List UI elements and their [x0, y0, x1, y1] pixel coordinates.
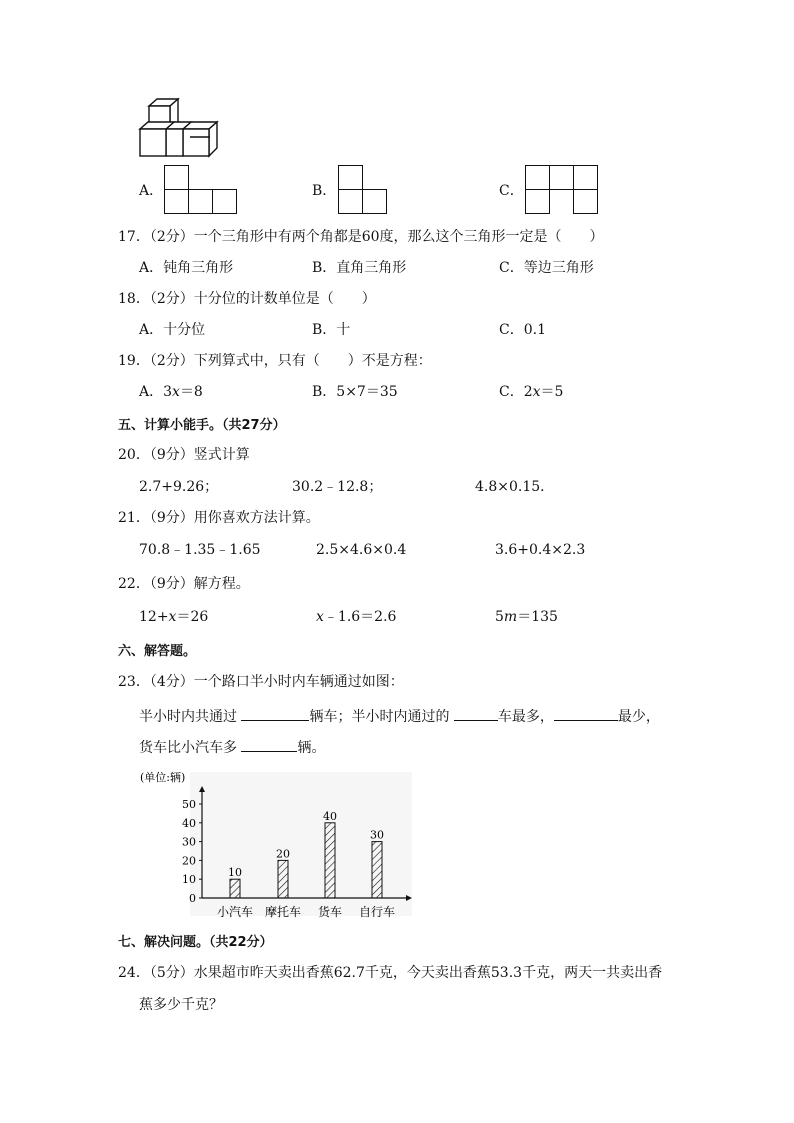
y-tick-label: 30 [182, 835, 196, 849]
q23-fill-line-2: 货车比小汽车多 辆。 [139, 735, 325, 758]
category-label: 货车 [317, 905, 343, 919]
category-label: 摩托车 [264, 905, 302, 919]
q17-option-b[interactable]: B．直角三角形 [312, 260, 407, 276]
section-5-title: 五、计算小能手。（共27分） [118, 418, 286, 433]
q16-option-c-label[interactable]: C． [499, 183, 524, 199]
answer-blank-difference[interactable] [241, 735, 297, 752]
q19-option-a[interactable]: A．3x＝8 [139, 384, 203, 400]
category-label: 小汽车 [216, 905, 254, 919]
y-tick-label: 10 [182, 873, 196, 887]
q22-equation-1: 12+x＝26 [139, 609, 209, 625]
chart-unit-label: (单位:辆) [140, 771, 186, 784]
q16-option-c-grid [525, 165, 599, 215]
q22-equation-2: x﹣1.6＝2.6 [316, 609, 397, 625]
q19-stem: 19．（2分）下列算式中，只有（ ）不是方程： [118, 353, 432, 369]
q20-expression-1: 2.7+9.26； [139, 479, 219, 495]
cube-stack-figure [135, 96, 225, 160]
category-label: 自行车 [358, 905, 396, 919]
q19-option-c[interactable]: C．2x＝5 [499, 384, 564, 400]
q17-option-c[interactable]: C．等边三角形 [499, 260, 594, 276]
q17-stem: 17．（2分）一个三角形中有两个角都是60度，那么这个三角形一定是（ ） [118, 229, 604, 245]
q18-option-a[interactable]: A．十分位 [139, 322, 206, 338]
q18-option-c[interactable]: C．0.1 [499, 322, 546, 338]
bar-value-label: 20 [276, 847, 290, 861]
q18-option-b[interactable]: B．十 [312, 322, 351, 338]
section-6-title: 六、解答题。 [118, 644, 197, 659]
q21-expression-2: 2.5×4.6×0.4 [316, 542, 407, 558]
q16-option-a-grid [164, 165, 236, 215]
section-7-title: 七、解决问题。（共22分） [118, 935, 273, 950]
q20-expression-2: 30.2﹣12.8； [292, 479, 383, 495]
bar-value-label: 40 [323, 809, 337, 823]
q22-equation-3: 5m＝135 [495, 609, 558, 625]
y-tick-label: 20 [182, 854, 196, 868]
q24-line-1: 24．（5分）水果超市昨天卖出香蕉62.7千克，今天卖出香蕉53.3千克，两天一共卖出香 [118, 965, 663, 981]
answer-blank-most[interactable] [454, 704, 498, 721]
bar [230, 879, 240, 898]
q18-stem: 18．（2分）十分位的计数单位是（ ） [118, 291, 376, 307]
answer-blank-least[interactable] [554, 704, 618, 721]
q22-stem: 22．（9分）解方程。 [118, 576, 250, 592]
bar [372, 842, 382, 898]
q24-line-2: 蕉多少千克？ [139, 997, 223, 1013]
y-tick-label: 50 [182, 798, 196, 811]
bar-value-label: 30 [370, 828, 384, 842]
answer-blank-total[interactable] [241, 704, 309, 721]
y-tick-label: 0 [189, 892, 196, 905]
bar [278, 860, 288, 898]
bar-value-label: 10 [228, 866, 242, 880]
q16-option-b-label[interactable]: B． [312, 183, 337, 199]
q21-stem: 21．（9分）用你喜欢方法计算。 [118, 510, 320, 526]
q17-option-a[interactable]: A．钝角三角形 [139, 260, 234, 276]
q21-expression-3: 3.6+0.4×2.3 [495, 542, 586, 558]
q19-option-b[interactable]: B．5×7＝35 [312, 384, 398, 400]
y-tick-label: 40 [182, 816, 196, 830]
q20-stem: 20．（9分）竖式计算 [118, 447, 250, 463]
bar [325, 823, 335, 898]
q23-stem: 23．（4分）一个路口半小时内车辆通过如图： [118, 674, 404, 690]
q21-expression-1: 70.8﹣1.35﹣1.65 [139, 542, 261, 558]
q20-expression-3: 4.8×0.15． [475, 479, 555, 495]
q23-fill-line-1: 半小时内共通过 辆车；半小时内通过的 车最多， 最少， [139, 704, 660, 727]
vehicle-bar-chart [140, 766, 420, 922]
q16-option-a-label[interactable]: A． [139, 183, 164, 199]
q16-option-b-grid [338, 165, 388, 215]
